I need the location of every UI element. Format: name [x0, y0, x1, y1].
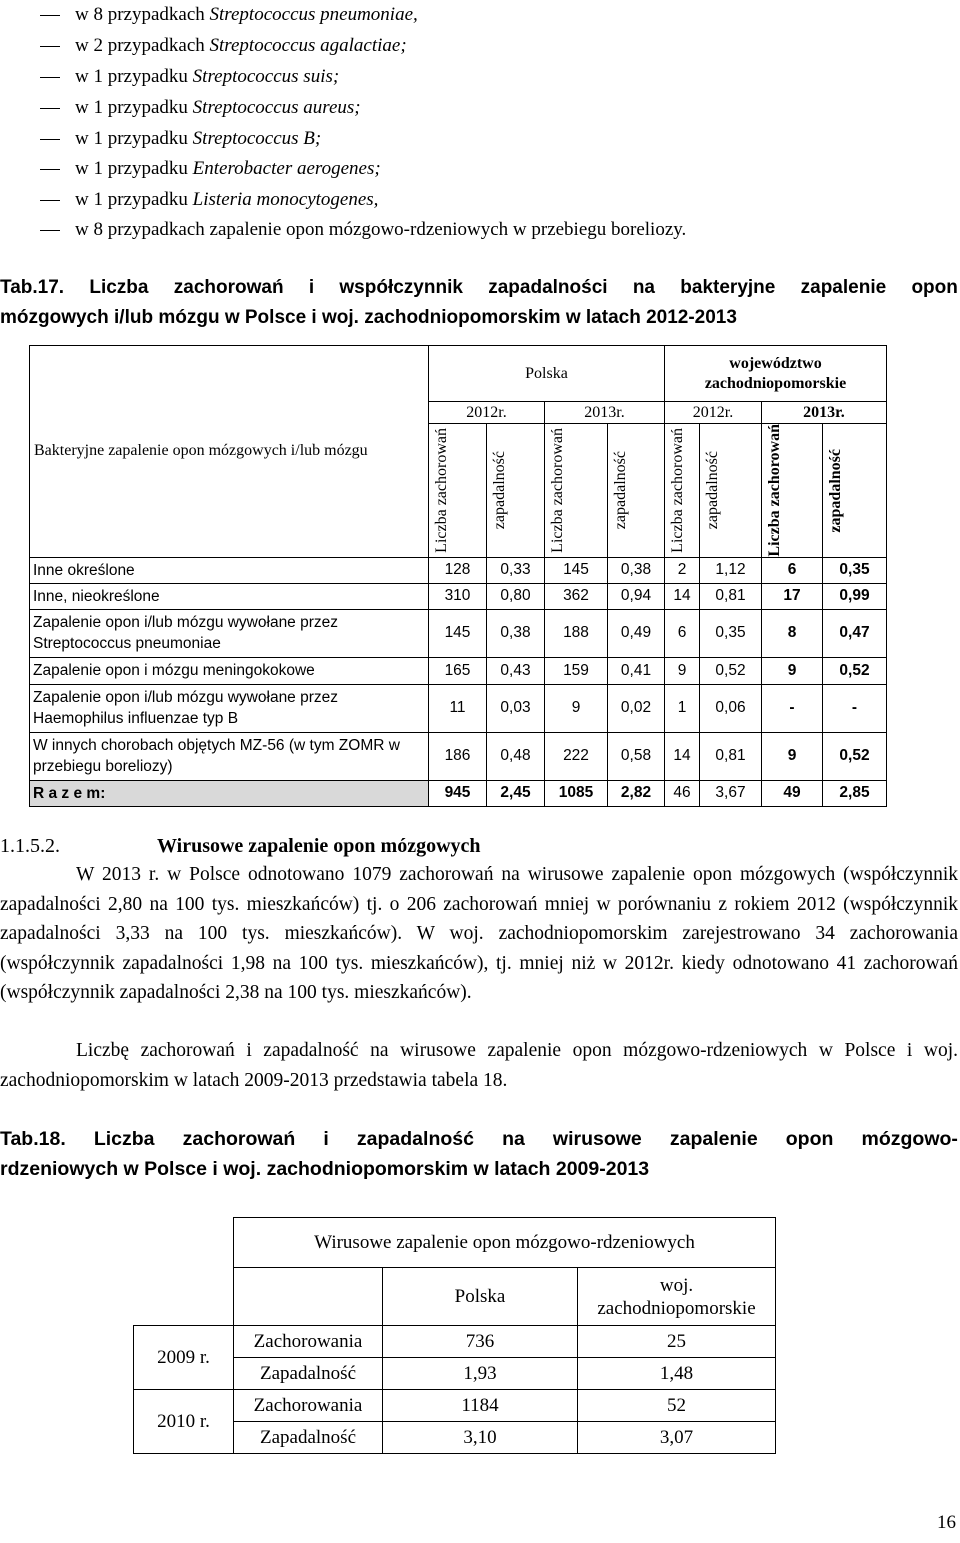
table-cell: 165: [429, 657, 487, 684]
year-header: 2012r.: [665, 402, 762, 424]
col-header: zapadalność: [487, 424, 545, 558]
table-18-caption: [0, 1124, 958, 1184]
col-header: zapadalność: [608, 424, 665, 558]
table-cell: 0,81: [700, 583, 762, 609]
paragraph: W 2013 r. w Polsce odnotowano 1079 zachorowań na wirusowe zapalenie opon mózgowych (współczynnik zapadalności 2,80 na 100 tys. mieszkańców) tj. o 206 zachorowań mniej w porównaniu z rokiem 2012 (współczynnik zapadalności 3,33 na 100 tys. mieszkańców). W woj. zachodniopomorskim zarejestrowano 34 zachorowania (współczynnik zapadalności 1,98 na 100 tys. mieszkańców), tj. mniej niż w 2012r. kiedy odnotowano 41 zachorowań (współczynnik zapadalności 2,38 na 100 tys. mieszkańców).: [0, 864, 958, 1003]
table-row: [30, 609, 887, 657]
table-row: [30, 557, 887, 583]
col-header: Liczba zachorowań: [762, 424, 823, 558]
table-cell: 0,47: [823, 609, 887, 657]
empty-cell: [134, 1218, 234, 1326]
caption-line: [0, 1124, 958, 1154]
row-label: Inne, nieokreślone: [30, 583, 429, 609]
caption-word: i: [323, 1128, 329, 1150]
list-item: w 8 przypadkach zapalenie opon mózgowo-rdzeniowych w przebiegu boreliozy.: [40, 218, 686, 242]
table-cell: 0,80: [487, 583, 545, 609]
table-cell: 11: [429, 684, 487, 732]
table-cell: 0,38: [487, 609, 545, 657]
caption-word: Liczba: [89, 277, 149, 298]
caption-word: zapadalności: [488, 277, 608, 298]
table-cell: 0,52: [823, 732, 887, 780]
table-cell: 0,49: [608, 609, 665, 657]
table-cell: 3,67: [700, 780, 762, 806]
caption-word: Liczba: [93, 1128, 155, 1150]
table-row: [134, 1390, 776, 1422]
year-header: 2012r.: [429, 402, 545, 424]
table-cell: 736: [383, 1326, 578, 1358]
header-woj: województwo zachodniopomorskie: [665, 346, 887, 402]
table-cell: 25: [578, 1326, 776, 1358]
list-item: w 1 przypadku Streptococcus B;: [40, 127, 321, 151]
table-row: [30, 583, 887, 609]
header-cell: Wirusowe zapalenie opon mózgowo-rdzeniowych: [234, 1218, 776, 1268]
paragraph: Liczbę zachorowań i zapadalność na wirusowe zapalenie opon mózgowo-rdzeniowych w Polsce i woj. zachodniopomorskim w latach 2009-2013 przedstawia tabela 18.: [0, 1040, 958, 1091]
table-cell: 188: [545, 609, 608, 657]
table-cell: 6: [762, 557, 823, 583]
table-cell: 14: [665, 583, 700, 609]
table-cell: 128: [429, 557, 487, 583]
caption-word: na: [632, 277, 656, 298]
row-label: Zapadalność: [234, 1422, 383, 1454]
table-cell: 0,52: [823, 657, 887, 684]
caption-word: i: [308, 277, 315, 298]
table-cell: 0,03: [487, 684, 545, 732]
table-cell: 145: [545, 557, 608, 583]
table-row: [30, 732, 887, 780]
caption-line: [0, 273, 958, 303]
caption-word: opon: [911, 277, 958, 298]
row-label: Zachorowania: [234, 1390, 383, 1422]
caption-word: zachorowań: [182, 1128, 296, 1150]
table-cell: 362: [545, 583, 608, 609]
table-cell: 14: [665, 732, 700, 780]
table-cell: -: [762, 684, 823, 732]
table-cell: 9: [665, 657, 700, 684]
section-number: 1.1.5.2.: [0, 835, 60, 857]
row-label: Inne określone: [30, 557, 429, 583]
table-cell: 0,35: [700, 609, 762, 657]
empty-cell: [234, 1268, 383, 1326]
table-cell: 0,41: [608, 657, 665, 684]
table-cell: 145: [429, 609, 487, 657]
row-header: Bakteryjne zapalenie opon mózgowych i/lub mózgu: [34, 442, 368, 460]
caption-word: zapadalność: [356, 1128, 474, 1150]
header-polska: Polska: [383, 1268, 578, 1326]
table-cell: 2,82: [608, 780, 665, 806]
table-cell: 1,48: [578, 1358, 776, 1390]
table-cell: 0,33: [487, 557, 545, 583]
table-cell: 310: [429, 583, 487, 609]
table-18: [133, 1217, 776, 1454]
caption-word: Tab.17.: [0, 277, 65, 298]
table-cell: 3,10: [383, 1422, 578, 1454]
table-cell: 1: [665, 684, 700, 732]
row-label: R a z e m:: [30, 780, 429, 806]
col-header: zapadalność: [700, 424, 762, 558]
table-cell: 46: [665, 780, 700, 806]
table-cell: 2: [665, 557, 700, 583]
year-cell: 2009 r.: [134, 1326, 234, 1390]
table-cell: 222: [545, 732, 608, 780]
caption-word: zapalenie: [669, 1128, 758, 1150]
year-cell: 2010 r.: [134, 1390, 234, 1454]
list-item: w 8 przypadkach Streptococcus pneumoniae,: [40, 3, 418, 27]
table-cell: 0,58: [608, 732, 665, 780]
year-header: 2013r.: [762, 402, 887, 424]
table-cell: 0,81: [700, 732, 762, 780]
row-label: W innych chorobach objętych MZ-56 (w tym ZOMR w przebiegu boreliozy): [30, 732, 429, 780]
caption-word: wirusowe: [552, 1128, 642, 1150]
caption-word: Tab.18.: [0, 1128, 66, 1150]
table-cell: 6: [665, 609, 700, 657]
col-header: Liczba zachorowań: [665, 424, 700, 558]
table-cell: 1085: [545, 780, 608, 806]
table-17: [29, 345, 887, 807]
table-cell: 8: [762, 609, 823, 657]
table-cell: 945: [429, 780, 487, 806]
list-item: w 1 przypadku Enterobacter aerogenes;: [40, 157, 381, 181]
row-header-cell: [30, 346, 429, 558]
table-cell: 159: [545, 657, 608, 684]
table-cell: 9: [762, 657, 823, 684]
row-label: Zapalenie opon i/lub mózgu wywołane przez Streptococcus pneumoniae: [30, 609, 429, 657]
table-cell: 0,02: [608, 684, 665, 732]
table-cell: 17: [762, 583, 823, 609]
page-number: 16: [937, 1512, 956, 1533]
year-header: 2013r.: [545, 402, 665, 424]
table-cell: -: [823, 684, 887, 732]
table-cell: 52: [578, 1390, 776, 1422]
table-row: [30, 684, 887, 732]
table-cell: 186: [429, 732, 487, 780]
table-row: [134, 1326, 776, 1358]
caption-word: mózgowo-: [861, 1128, 958, 1150]
table-cell: 1,93: [383, 1358, 578, 1390]
row-label: Zachorowania: [234, 1326, 383, 1358]
table-cell: 2,85: [823, 780, 887, 806]
table-row: [30, 657, 887, 684]
table-cell: 0,35: [823, 557, 887, 583]
list-item: w 1 przypadku Streptococcus suis;: [40, 65, 339, 89]
list-item: w 1 przypadku Listeria monocytogenes,: [40, 188, 378, 212]
table-cell: 1184: [383, 1390, 578, 1422]
list-item: w 1 przypadku Streptococcus aureus;: [40, 96, 361, 120]
table-cell: 9: [545, 684, 608, 732]
table-cell: 0,94: [608, 583, 665, 609]
table-cell: 0,52: [700, 657, 762, 684]
caption-word: zachorowań: [173, 277, 284, 298]
section-title: Wirusowe zapalenie opon mózgowych: [157, 835, 481, 857]
table-cell: 3,07: [578, 1422, 776, 1454]
table-cell: 9: [762, 732, 823, 780]
caption-word: współczynnik: [339, 277, 463, 298]
table-cell: 0,43: [487, 657, 545, 684]
table-cell: 49: [762, 780, 823, 806]
table-cell: 2,45: [487, 780, 545, 806]
row-label: Zapalenie opon i/lub mózgu wywołane przez Haemophilus influenzae typ B: [30, 684, 429, 732]
table-17-caption: [0, 273, 958, 333]
table-cell: 1,12: [700, 557, 762, 583]
header-woj: woj. zachodniopomorskie: [578, 1268, 776, 1326]
list-item: w 2 przypadkach Streptococcus agalactiae;: [40, 34, 407, 58]
table-cell: 0,38: [608, 557, 665, 583]
col-header: Liczba zachorowań: [429, 424, 487, 558]
caption-word: na: [502, 1128, 525, 1150]
table-row: [30, 780, 887, 806]
caption-word: bakteryjne: [680, 277, 776, 298]
header-polska: Polska: [429, 346, 665, 402]
caption-word: zapalenie: [800, 277, 887, 298]
table-cell: 0,48: [487, 732, 545, 780]
col-header: Liczba zachorowań: [545, 424, 608, 558]
caption-word: opon: [785, 1128, 834, 1150]
col-header: zapadalność: [823, 424, 887, 558]
table-cell: 0,99: [823, 583, 887, 609]
caption-line: rdzeniowych w Polsce i woj. zachodniopomorskim w latach 2009-2013: [0, 1158, 650, 1180]
table-cell: 0,06: [700, 684, 762, 732]
caption-line: mózgowych i/lub mózgu w Polsce i woj. zachodniopomorskim w latach 2012-2013: [0, 307, 737, 328]
row-label: Zapadalność: [234, 1358, 383, 1390]
row-label: Zapalenie opon i mózgu meningokokowe: [30, 657, 429, 684]
